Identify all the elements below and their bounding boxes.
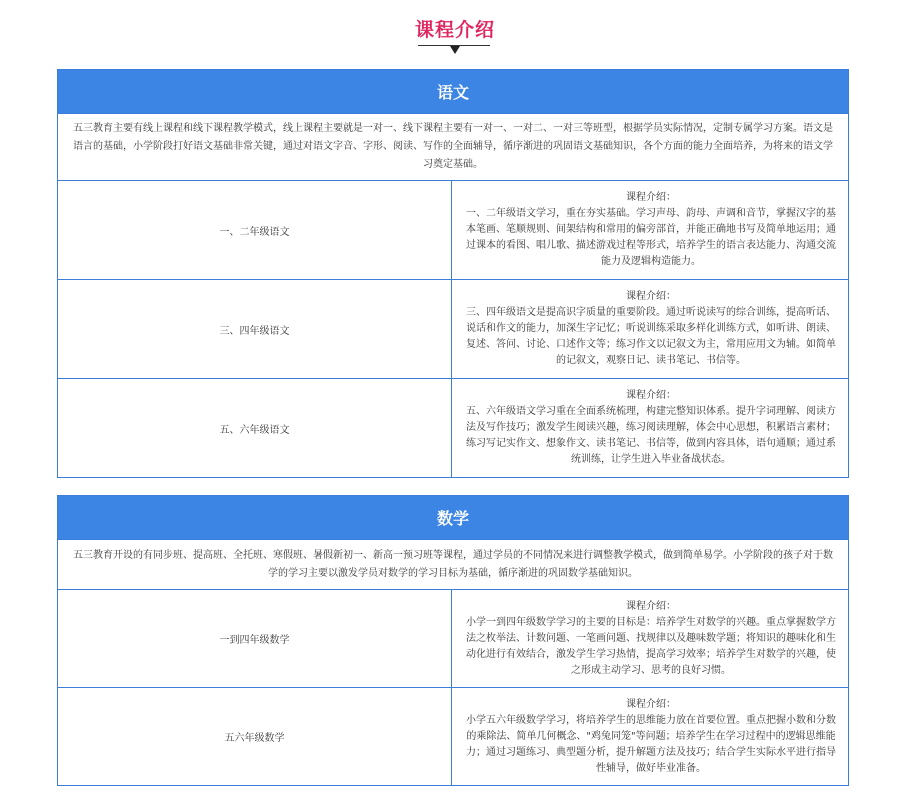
- course-desc-text: 一、二年级语文学习，重在夯实基础。学习声母、韵母、声调和音节，掌握汉字的基本笔画、笔顺规则、间架结构和常用的偏旁部首，并能正确地书写及简单地运用；通过课本的看图、唱儿歌、描述游戏过程等形式，培养学生的语言表达能力、沟通交流能力及逻辑构造能力。: [466, 208, 836, 267]
- course-name: 五、六年级语文: [58, 379, 452, 477]
- course-desc-text: 小学五六年级数学学习，将培养学生的思维能力放在首要位置。重点把握小数和分数的乘除法、简单几何概念、"鸡兔同笼"等问题；培养学生在学习过程中的逻辑思维能力；通过习题练习、典型题分析，提升解题方法及技巧；结合学生实际水平进行指导性辅导，做好毕业准备。: [466, 714, 836, 774]
- course-description: [452, 379, 848, 477]
- course-row: [58, 279, 848, 378]
- section-header: [58, 496, 848, 539]
- title-arrow-icon: [450, 46, 460, 54]
- section-intro-text: 五三教育主要有线上课程和线下课程教学模式，线上课程主要就是一对一、线下课程主要有一对一、一对二、一对三等班型，根据学员实际情况，定制专属学习方案。语文是语言的基础，小学阶段打好语文基础非常关键，通过对语文字音、字形、阅读、写作的全面辅导，循序渐进的巩固语文基础知识，各个方面的能力全面培养，为将来的语文学习奠定基础。: [73, 123, 833, 170]
- course-row: [58, 589, 848, 687]
- section-title: 数学: [436, 509, 469, 528]
- course-name: 一、二年级语文: [58, 181, 452, 279]
- course-description: [452, 688, 848, 785]
- page-title: 课程介绍: [414, 19, 495, 41]
- course-desc-label: 课程介绍：: [626, 192, 676, 203]
- course-desc-label: 课程介绍：: [626, 600, 676, 612]
- course-desc-label: 课程介绍：: [626, 698, 676, 710]
- section-intro: [58, 539, 848, 589]
- course-description: [452, 280, 848, 378]
- section-chinese: [57, 69, 849, 478]
- section-math: [57, 495, 849, 786]
- course-name: 三、四年级语文: [58, 280, 452, 378]
- course-row: [58, 180, 848, 279]
- section-intro-text: 五三教育开设的有同步班、提高班、全托班、寒假班、暑假新初一、新高一预习班等课程，通过学员的不同情况来进行调整教学模式，做到简单易学。小学阶段的孩子对于数学的学习主要以激发学员对数学的学习目标为基础，循序渐进的巩固数学基础知识。: [73, 549, 833, 579]
- course-description: [452, 181, 848, 279]
- section-intro: [58, 113, 848, 180]
- course-row: [58, 378, 848, 477]
- section-title: 语文: [436, 83, 469, 102]
- course-desc-text: 小学一到四年级数学学习的主要的目标是：培养学生对数学的兴趣。重点掌握数学方法之枚举法、计数问题、一笔画问题、找规律以及趣味数学题；将知识的趣味化和生动化进行有效结合，激发学生学习热情，提高学习效率；培养学生对数学的兴趣，使之形成主动学习、思考的良好习惯。: [466, 616, 836, 676]
- course-description: [452, 590, 848, 687]
- course-desc-label: 课程介绍：: [626, 291, 676, 302]
- course-name: 五六年级数学: [58, 688, 452, 785]
- course-row: [58, 687, 848, 785]
- course-desc-label: 课程介绍：: [626, 390, 676, 401]
- section-header: [58, 70, 848, 113]
- course-desc-text: 三、四年级语文是提高识字质量的重要阶段。通过听说读写的综合训练，提高听话、说话和作文的能力，加深生字记忆；听说训练采取多样化训练方式，如听讲、朗读、复述、答问、讨论、口述作文等；练习作文以记叙文为主，常用应用文为辅。如简单的记叙文，观察日记、读书笔记、书信等。: [466, 307, 836, 366]
- course-name: 一到四年级数学: [58, 590, 452, 687]
- course-desc-text: 五、六年级语文学习重在全面系统梳理，构建完整知识体系。提升字词理解、阅读方法及写作技巧；激发学生阅读兴趣，练习阅读理解，体会中心思想，积累语言素材；练习写记实作文、想象作文、读书笔记、书信等，做到内容具体，语句通顺；通过系统训练，让学生进入毕业备战状态。: [466, 406, 836, 465]
